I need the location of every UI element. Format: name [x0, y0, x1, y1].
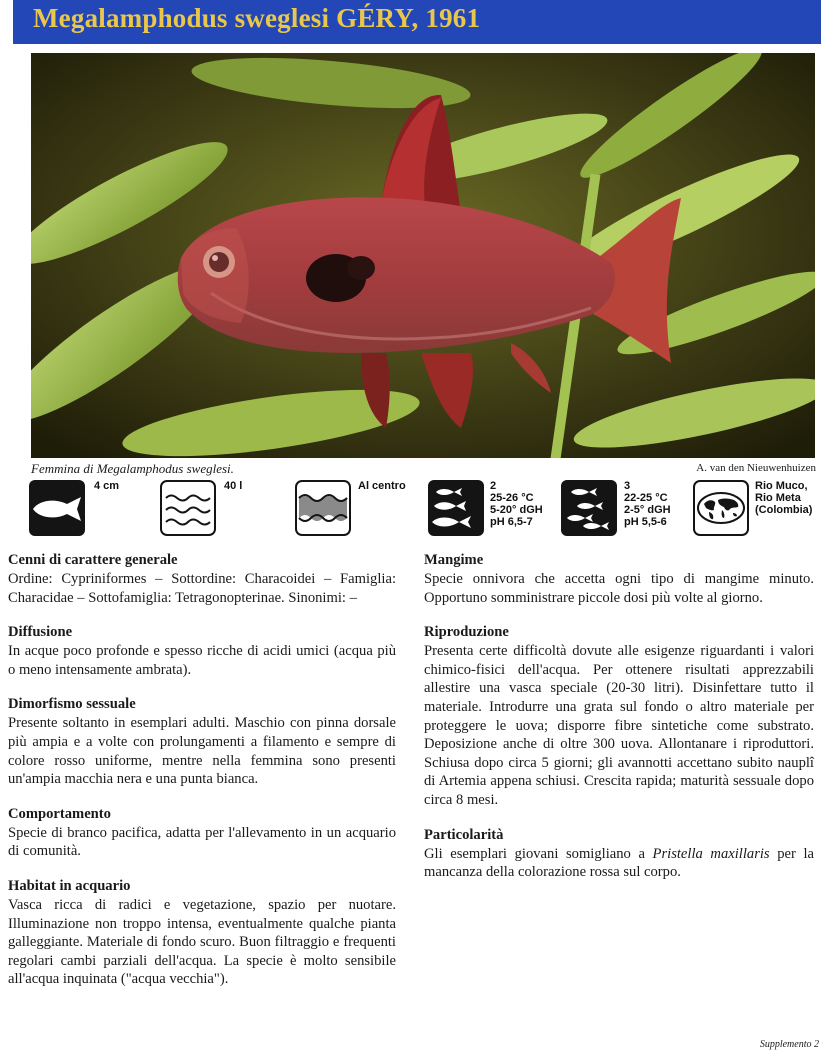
size-text: 4 cm [94, 480, 120, 492]
water-params-2 [624, 480, 671, 528]
photo-credit: A. van den Nieuwenhuizen [696, 462, 816, 474]
origin-text [755, 480, 812, 516]
fish-size-icon [29, 480, 85, 536]
fish-school-icon [561, 480, 617, 536]
water-params-1 [490, 480, 543, 528]
water2-line1: 3 [624, 480, 631, 492]
footer-label: Supplemento 2 [759, 1039, 819, 1050]
left-column [8, 551, 396, 1005]
section-title: Particolarità [424, 826, 504, 843]
origin-line1: Rio Muco, [755, 480, 808, 492]
water1-line4: pH 6,5-7 [490, 516, 533, 528]
section-text: Specie onnivora che accetta ogni tipo di mangime minuto. Opportuno somministrare piccole dosi più volte al giorno. [424, 571, 814, 606]
section-title: Mangime [424, 552, 484, 568]
water2-line2: 22-25 °C [624, 492, 668, 504]
species-name: Pristella maxillaris [652, 845, 770, 862]
fish-illustration [31, 53, 815, 458]
section-title: Diffusione [8, 624, 73, 641]
section-mangime [424, 551, 814, 607]
section-title: Habitat in acquario [8, 877, 131, 894]
section-dimorfismo [8, 695, 396, 788]
aquarium-volume-icon [160, 480, 216, 536]
section-habitat [8, 877, 396, 989]
section-text: Ordine: Cypriniformes – Sottordine: Characoidei – Famiglia: Characidae – Sottofamiglia: Tetragonopterinae. Sinonimi: – [8, 571, 396, 606]
title-bar [13, 0, 821, 44]
section-title: Riproduzione [424, 624, 509, 641]
water2-line4: pH 5,5-6 [624, 516, 667, 528]
swim-level-text: Al centro [358, 480, 406, 492]
section-text [424, 845, 814, 882]
section-particolarita [424, 826, 814, 882]
text-pre: Gli esemplari giovani somigliano a [424, 845, 653, 862]
right-column [424, 551, 814, 898]
swim-level-icon [295, 480, 351, 536]
fish-school-icon [428, 480, 484, 536]
section-title: Cenni di carattere generale [8, 552, 178, 568]
section-title: Comportamento [8, 805, 111, 822]
text-post: per la mancanza della colorazione rossa sul corpo. [424, 845, 814, 881]
section-comportamento [8, 805, 396, 861]
volume-text: 40 l [224, 480, 243, 492]
world-map-icon [693, 480, 749, 536]
section-text: Presente soltanto in esemplari adulti. Maschio con pinna dorsale più ampia e a volte con prolungamenti a filamento e sempre di colore rosso uniforme, mentre nella femmina sono presenti un'ampia macchia nera e una punta bianca. [8, 715, 396, 788]
section-text: Presenta certe difficoltà dovute alle esigenze riguardanti i valori chimico-fisici dell'acqua. Per ottenere risultati apprezzabili allestire una vasca speciale (20-30 litri). Disinfettare tutto il materiale. Introdurre una grata sul fondo o altro materiale per proteggere le uova; disporre fibre sintetiche come substrato. Deposizione anche di oltre 300 uova. Allontanare i riproduttori. Schiusa dopo circa 5 giorni; gli avannotti accettano subito nauplî di Artemia appena schiusi. Crescita rapida; maturità sessuale dopo circa 8 mesi. [424, 643, 814, 808]
section-title: Dimorfismo sessuale [8, 696, 136, 713]
origin-line2: Rio Meta [755, 492, 801, 504]
page-title: Megalamphodus sweglesi GÉRY, 1961 [33, 3, 481, 33]
section-riproduzione [424, 623, 814, 809]
fish-photo [31, 53, 815, 458]
water1-line1: 2 [490, 480, 497, 492]
water1-line3: 5-20° dGH [490, 504, 543, 516]
water2-line3: 2-5° dGH [624, 504, 671, 516]
section-text: In acque poco profonde e spesso ricche di acidi umici (acqua più o meno intensamente ambrata). [8, 643, 396, 678]
section-cenni [8, 551, 396, 607]
section-text: Vasca ricca di radici e vegetazione, spazio per nuotare. Illuminazione non troppo intensa, eventualmente qualche pianta galleggiante. Materiale di fondo scuro. Buon filtraggio e frequenti regolari cambi parziali dell'acqua. La specie è molto sensibile all'acqua inquinata ("acqua vecchia"). [8, 896, 396, 988]
origin-line3: (Colombia) [755, 504, 813, 516]
water1-line2: 25-26 °C [490, 492, 534, 504]
section-text: Specie di branco pacifica, adatta per l'allevamento in un acquario di comunità. [8, 824, 396, 860]
section-diffusione [8, 623, 396, 679]
photo-caption: Femmina di Megalamphodus sweglesi. [31, 461, 234, 476]
